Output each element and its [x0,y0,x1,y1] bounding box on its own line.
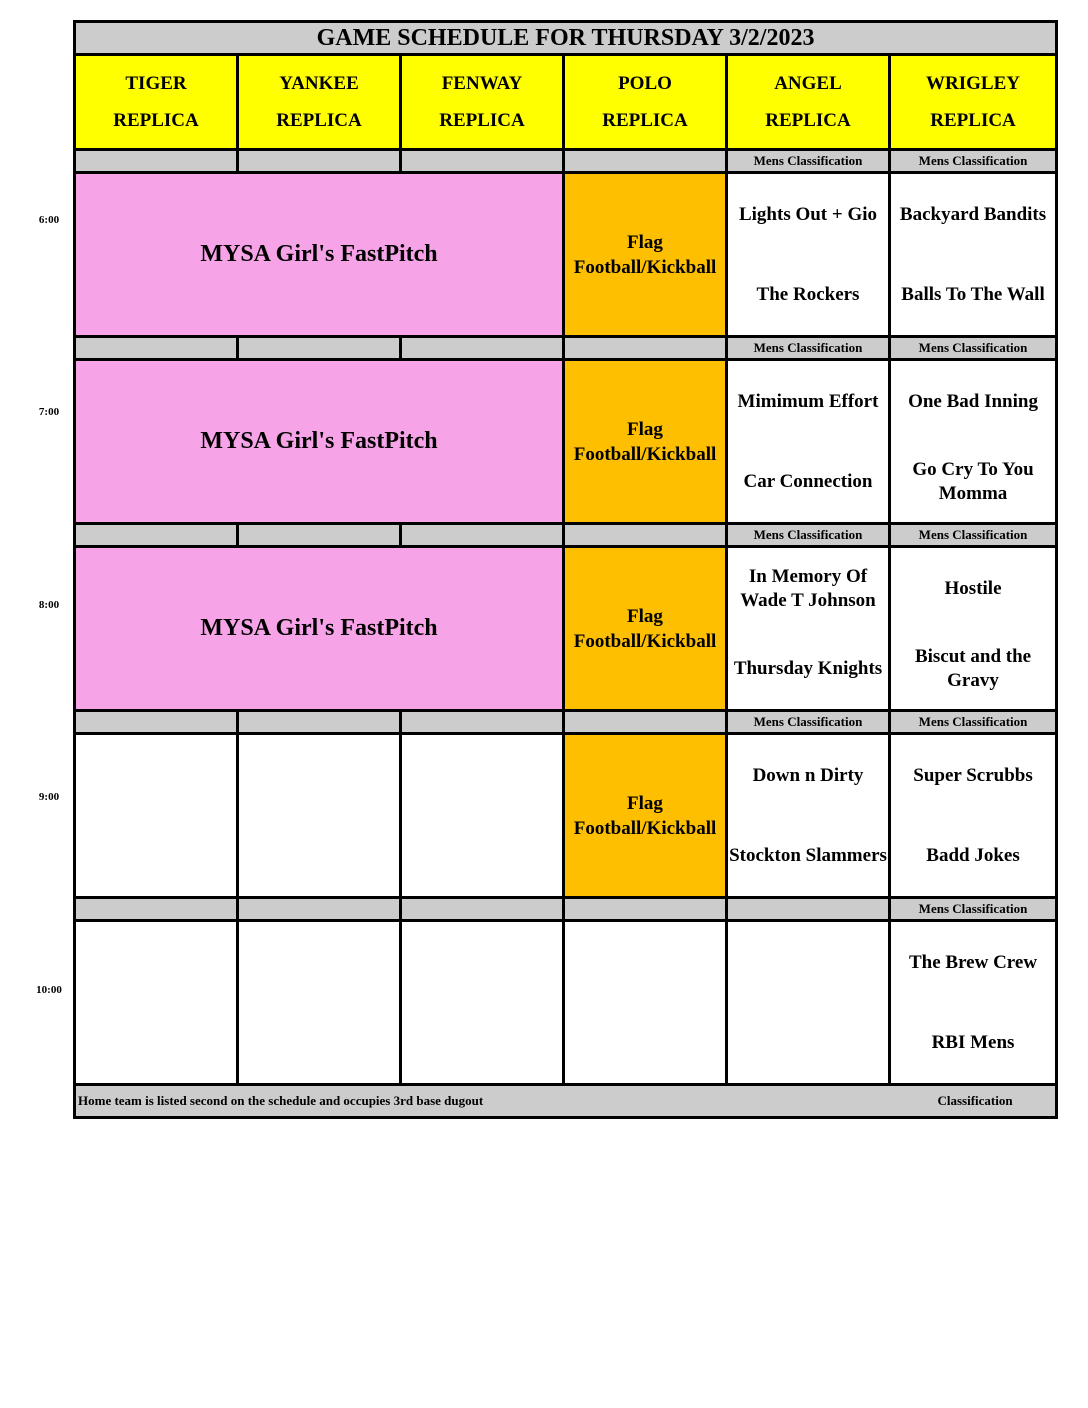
classification-label: Mens Classification [727,150,890,173]
separator-cell [75,898,238,921]
field-name: ANGEL [774,73,842,94]
classification-label: Mens Classification [890,711,1057,734]
time-label-8: 8:00 [38,599,60,611]
separator-cell [238,524,401,547]
field-subtitle: REPLICA [439,110,525,131]
classification-label: Mens Classification [727,711,890,734]
empty-slot [401,734,564,898]
time-label-10: 10:00 [36,984,62,996]
field-name: POLO [618,73,672,94]
away-team: Mimimum Effort [737,390,879,412]
field-header-tiger [75,55,238,150]
schedule-table [73,20,1058,1119]
separator-cell [75,150,238,173]
wrigley-game [890,734,1057,898]
separator-cell [401,524,564,547]
away-team: Super Scrubbs [913,764,1033,786]
flag-football-block: Flag Football/Kickball [564,173,727,337]
field-header-fenway [401,55,564,150]
away-team: The Brew Crew [908,951,1038,973]
away-team: Down n Dirty [752,764,864,786]
separator-cell [238,337,401,360]
away-team: Hostile [944,577,1002,599]
empty-slot [727,921,890,1085]
separator-cell [75,524,238,547]
home-team: Stockton Slammers [729,844,887,866]
footer-row [75,1085,1057,1118]
separator-cell [401,711,564,734]
separator-cell [564,898,727,921]
field-subtitle: REPLICA [602,110,688,131]
wrigley-game [890,360,1057,524]
field-header-yankee [238,55,401,150]
separator-cell [238,898,401,921]
field-header-wrigley [890,55,1057,150]
flag-football-block: Flag Football/Kickball [564,547,727,711]
empty-slot [401,921,564,1085]
empty-slot [564,921,727,1085]
empty-slot [75,921,238,1085]
separator-cell [564,711,727,734]
mysa-fastpitch-block: MYSA Girl's FastPitch [75,547,564,711]
classification-label: Mens Classification [890,898,1057,921]
mysa-fastpitch-block: MYSA Girl's FastPitch [75,360,564,524]
home-team: Thursday Knights [733,657,883,679]
flag-football-block: Flag Football/Kickball [564,734,727,898]
separator-cell [75,711,238,734]
wrigley-game [890,173,1057,337]
field-subtitle: REPLICA [276,110,362,131]
separator-cell [564,337,727,360]
home-team-note: Home team is listed second on the schedule and occupies 3rd base dugout [78,1093,484,1108]
classification-label: Mens Classification [727,524,890,547]
separator-cell [564,150,727,173]
home-team: The Rockers [756,283,860,305]
away-team: One Bad Inning [908,390,1038,412]
angel-game [727,547,890,711]
away-team: In Memory Of Wade T Johnson [740,565,876,611]
field-name: YANKEE [279,73,359,94]
home-team: Go Cry To You Momma [912,458,1034,504]
field-subtitle: REPLICA [765,110,851,131]
separator-cell [401,898,564,921]
angel-game [727,734,890,898]
home-team: Car Connection [743,470,873,492]
separator-cell [238,150,401,173]
away-team: Lights Out + Gio [738,203,878,225]
classification-label: Mens Classification [890,337,1057,360]
home-team: Badd Jokes [926,844,1020,866]
field-name: WRIGLEY [926,73,1020,94]
schedule-sheet [73,20,1055,1152]
angel-game [727,360,890,524]
separator-cell [727,898,890,921]
time-label-6: 6:00 [38,214,60,226]
field-subtitle: REPLICA [113,110,199,131]
separator-cell [75,337,238,360]
wrigley-game [890,921,1057,1085]
field-subtitle: REPLICA [930,110,1016,131]
field-header-polo [564,55,727,150]
flag-football-block: Flag Football/Kickball [564,360,727,524]
field-header-angel [727,55,890,150]
home-team: Biscut and the Gravy [914,645,1032,691]
empty-slot [75,734,238,898]
wrigley-game [890,547,1057,711]
separator-cell [238,711,401,734]
classification-label: Mens Classification [890,150,1057,173]
time-label-7: 7:00 [38,406,60,418]
mysa-fastpitch-block: MYSA Girl's FastPitch [75,173,564,337]
classification-label: Mens Classification [890,524,1057,547]
field-name: FENWAY [441,73,523,94]
field-name: TIGER [125,73,187,94]
time-label-9: 9:00 [38,791,60,803]
home-team: RBI Mens [931,1031,1015,1053]
separator-cell [564,524,727,547]
home-team: Balls To The Wall [901,283,1045,305]
angel-game [727,173,890,337]
classification-label: Mens Classification [727,337,890,360]
separator-cell [401,337,564,360]
separator-cell [401,150,564,173]
away-team: Backyard Bandits [899,203,1047,225]
schedule-title: GAME SCHEDULE FOR THURSDAY 3/2/2023 [75,22,1057,55]
footer-classification: Classification [937,1093,1013,1108]
empty-slot [238,921,401,1085]
empty-slot [238,734,401,898]
